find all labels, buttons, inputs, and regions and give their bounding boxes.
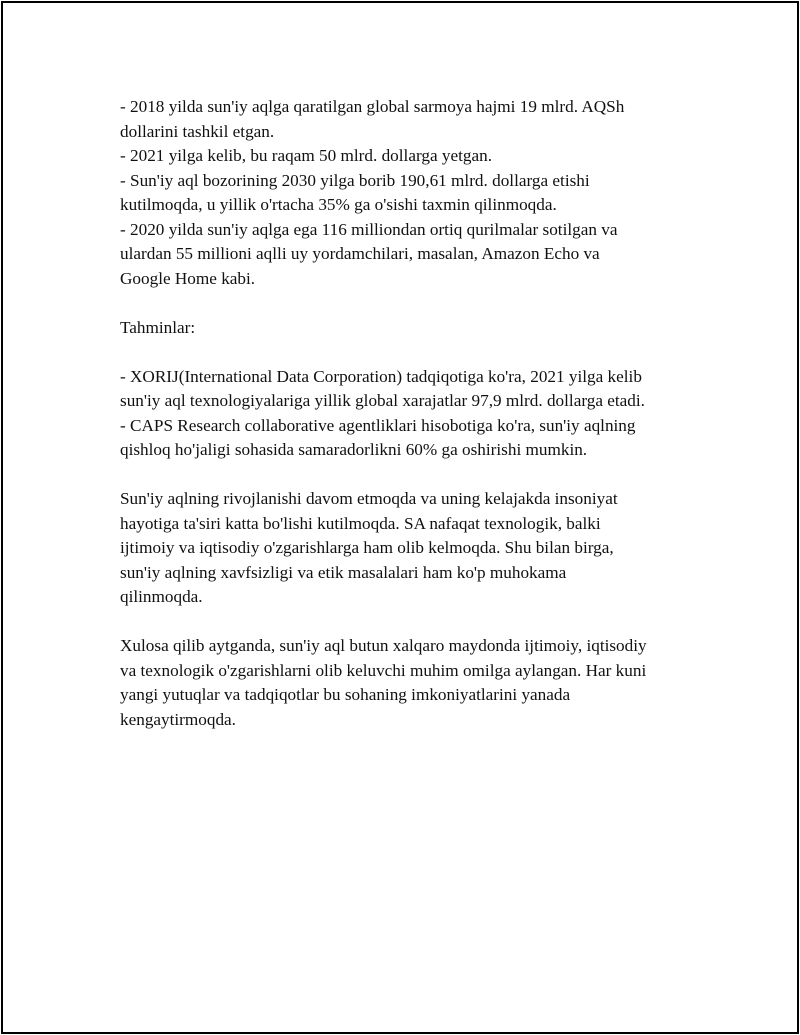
forecasts-paragraph bbox=[120, 365, 700, 463]
statistics-paragraph bbox=[120, 95, 700, 291]
text-line: - XORIJ(International Data Corporation) tadqiqotiga ko'ra, 2021 yilga kelib bbox=[120, 366, 642, 386]
text-line: kutilmoqda, u yillik o'rtacha 35% ga o'sishi taxmin qilinmoqda. bbox=[120, 195, 557, 214]
text-line: - 2020 yilda sun'iy aqlga ega 116 milliondan ortiq qurilmalar sotilgan va bbox=[120, 219, 618, 239]
forecasts-heading-paragraph bbox=[120, 316, 700, 341]
text-line: - Sun'iy aql bozorining 2030 yilga borib 190,61 mlrd. dollarga etishi bbox=[120, 170, 590, 190]
text-line: sun'iy aqlning xavfsizligi va etik masalalari ham ko'p muhokama bbox=[120, 562, 567, 582]
document-body bbox=[120, 95, 700, 732]
text-line: Google Home kabi. bbox=[120, 268, 256, 288]
text-line: ulardan 55 millioni aqlli uy yordamchilari, masalan, Amazon Echo va bbox=[120, 244, 600, 263]
text-line: - 2021 yilga kelib, bu raqam 50 mlrd. dollarga yetgan. bbox=[120, 146, 492, 165]
paragraph-spacer bbox=[120, 291, 700, 316]
text-line: Sun'iy aqlning rivojlanishi davom etmoqda va uning kelajakda insoniyat bbox=[120, 489, 618, 508]
text-line: - CAPS Research collaborative agentliklari hisobotiga ko'ra, sun'iy aqlning bbox=[120, 415, 636, 435]
text-line: qilinmoqda. bbox=[120, 587, 203, 606]
conclusion-paragraph bbox=[120, 634, 700, 732]
text-line: hayotiga ta'siri katta bo'lishi kutilmoqda. SA nafaqat texnologik, balki bbox=[120, 513, 601, 533]
text-line: dollarini tashkil etgan. bbox=[120, 121, 275, 141]
paragraph-spacer bbox=[120, 463, 700, 488]
text-line: sun'iy aql texnologiyalariga yillik global xarajatlar 97,9 mlrd. dollarga etadi. bbox=[120, 391, 645, 410]
text-line: Xulosa qilib aytganda, sun'iy aql butun xalqaro maydonda ijtimoiy, iqtisodiy bbox=[120, 636, 647, 655]
development-paragraph bbox=[120, 487, 700, 610]
paragraph-spacer bbox=[120, 610, 700, 635]
text-line: kengaytirmoqda. bbox=[120, 709, 236, 729]
text-line: qishloq ho'jaligi sohasida samaradorlikni 60% ga oshirishi mumkin. bbox=[120, 440, 588, 459]
text-line: yangi yutuqlar va tadqiqotlar bu sohaning imkoniyatlarini yanada bbox=[120, 685, 571, 704]
paragraph-spacer bbox=[120, 340, 700, 365]
text-line: ijtimoiy va iqtisodiy o'zgarishlarga ham olib kelmoqda. Shu bilan birga, bbox=[120, 538, 614, 557]
page-frame bbox=[1, 1, 799, 1034]
section-heading: Tahminlar: bbox=[120, 317, 196, 337]
text-line: va texnologik o'zgarishlarni olib keluvchi muhim omilga aylangan. Har kuni bbox=[120, 660, 647, 680]
text-line: - 2018 yilda sun'iy aqlga qaratilgan global sarmoya hajmi 19 mlrd. AQSh bbox=[120, 97, 625, 116]
